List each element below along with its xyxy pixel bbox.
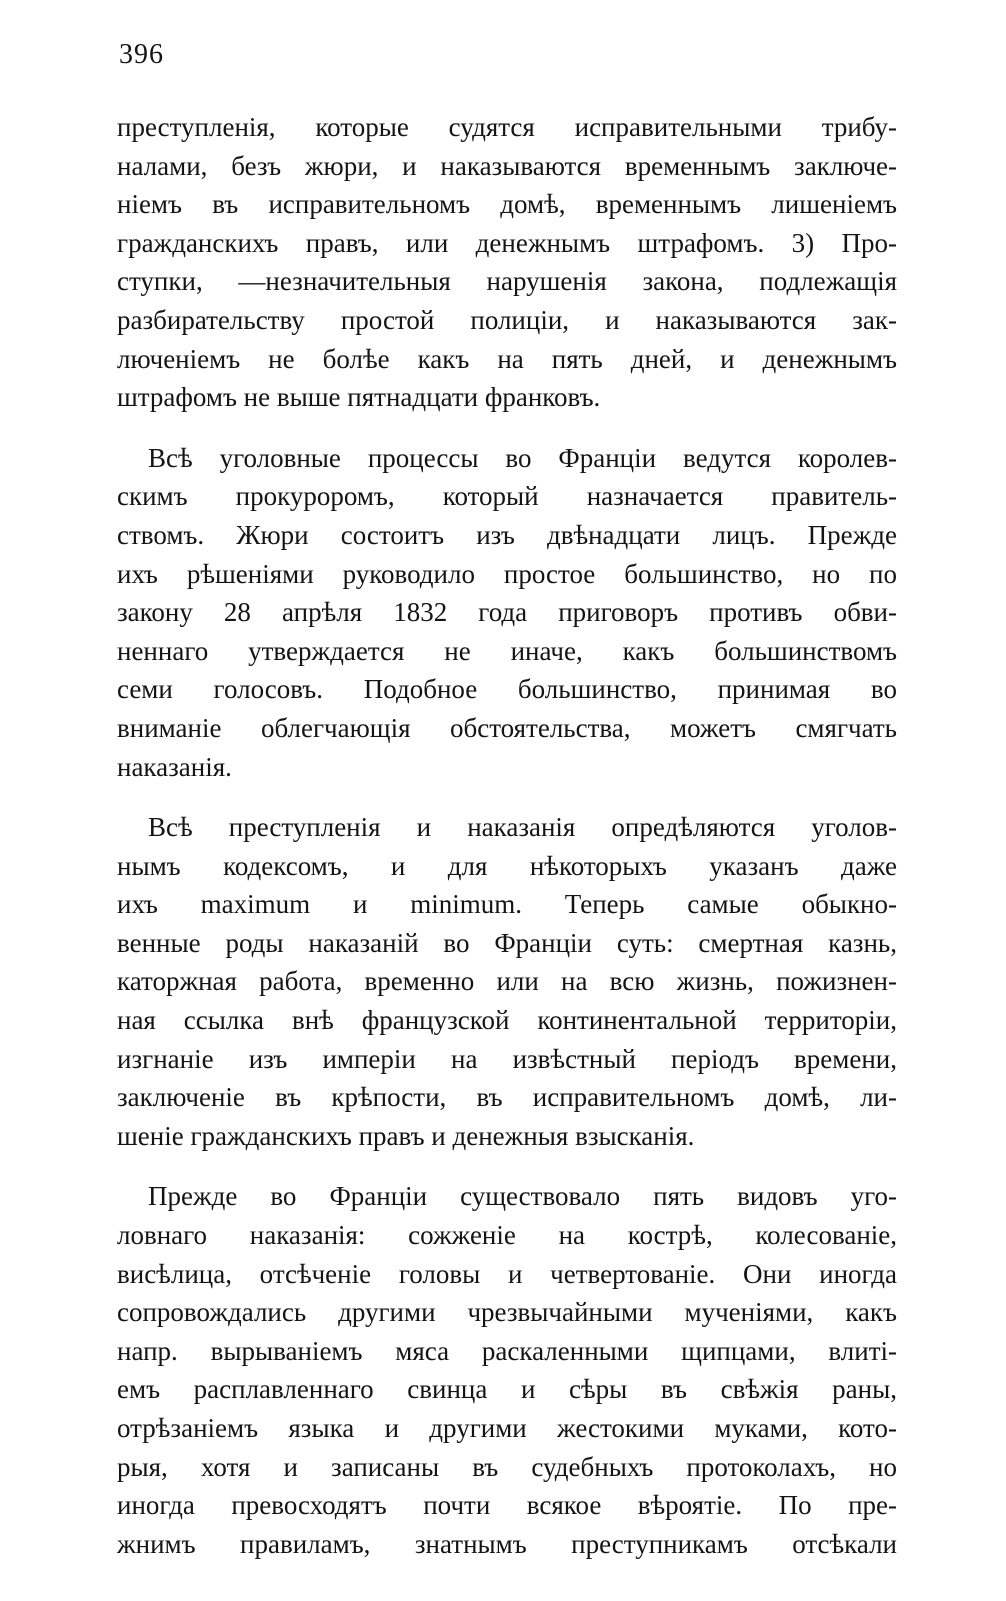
paragraph-2 [117,439,897,786]
text-line: преступленія, которые судятся исправительными трибу- [117,112,897,142]
text-line: закону 28 апрѣля 1832 года приговоръ противъ обви- [117,597,897,628]
text-line: ная ссылка внѣ французской континентальной территоріи, [117,1005,897,1036]
text-line: Всѣ уголовные процессы во Франціи ведутся королев- [148,442,897,473]
text-line: отрѣзаніемъ языка и другими жестокими муками, кото- [117,1413,897,1443]
text-line: жнимъ правиламъ, знатнымъ преступникамъ отсѣкали [117,1528,897,1559]
text-line: сопровождались другими чрезвычайными мученіями, какъ [117,1297,897,1328]
text-line: ихъ рѣшеніями руководило простое большинство, но по [117,558,897,589]
text-line: наказанія. [117,751,232,782]
page-body [117,108,897,1563]
text-line: Прежде во Франціи существовало пять видовъ уго- [148,1181,897,1212]
text-line: гражданскихъ правъ, или денежнымъ штрафомъ. 3) Про- [117,227,897,258]
text-line: венные роды наказаній во Франціи суть: смертная казнь, [117,927,897,958]
text-line: налами, безъ жюри, и наказываются временнымъ заключе- [117,150,897,181]
text-line: нымъ кодексомъ, и для нѣкоторыхъ указанъ даже [117,850,897,881]
text-line: ніемъ въ исправительномъ домѣ, временнымъ лишеніемъ [117,189,897,220]
text-line: иногда превосходятъ почти всякое вѣроятіе. По пре- [117,1490,897,1521]
text-line: напр. вырываніемъ мяса раскаленными щипцами, влиті- [117,1335,897,1366]
paragraph-1 [117,108,897,417]
text-line: вниманіе облегчающія обстоятельства, можетъ смягчать [117,712,897,743]
text-line: семи голосовъ. Подобное большинство, принимая во [117,674,897,705]
text-line: ловнаго наказанія: сожженіе на кострѣ, колесованіе, [117,1220,897,1251]
text-line: висѣлица, отсѣченіе головы и четвертованіе. Они иногда [117,1258,897,1289]
text-line: заключеніе въ крѣпости, въ исправительномъ домѣ, ли- [117,1082,897,1113]
text-line: ствомъ. Жюри состоитъ изъ двѣнадцати лицъ. Прежде [117,519,897,550]
text-line: рыя, хотя и записаны въ судебныхъ протоколахъ, но [117,1451,897,1482]
text-line: емъ расплавленнаго свинца и сѣры въ свѣжія раны, [117,1374,897,1405]
text-line: Всѣ преступленія и наказанія опредѣляются уголов- [148,812,897,843]
text-line: скимъ прокуроромъ, который назначается правитель- [117,481,897,512]
text-line: шеніе гражданскихъ правъ и денежныя взысканія. [117,1120,695,1151]
page-number: 396 [119,39,164,70]
text-line: каторжная работа, временно или на всю жизнь, пожизнен- [117,966,897,997]
text-line: изгнаніе изъ имперіи на извѣстный періодъ времени, [117,1043,897,1074]
text-line: разбирательству простой полиціи, и наказываются зак- [117,304,897,335]
text-line: ихъ maximum и minimum. Теперь самые обыкно- [117,889,897,920]
paragraph-3 [117,808,897,1155]
text-line: ступки, —незначительныя нарушенія закона, подлежащія [117,266,897,297]
text-line: люченіемъ не болѣе какъ на пять дней, и денежнымъ [117,343,897,374]
text-line: неннаго утверждается не иначе, какъ большинствомъ [117,635,897,666]
text-line: штрафомъ не выше пятнадцати франковъ. [117,382,601,413]
paragraph-4 [117,1177,897,1563]
